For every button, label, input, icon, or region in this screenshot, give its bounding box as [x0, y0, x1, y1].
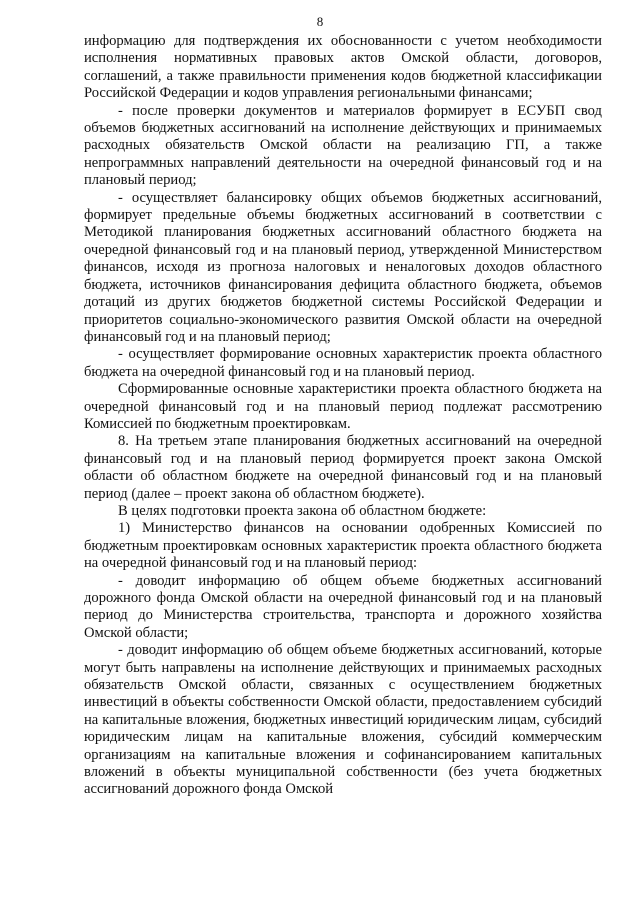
paragraph-third-stage: 8. На третьем этапе планирования бюджетных ассигнований на очередной финансовый год и на плановый период формируется проект закона Омской области об областном бюджете на очередной финансовый год и на плановый период (далее – проект закона об областном бюджете).: [84, 433, 602, 502]
paragraph-continuation: информацию для подтверждения их обоснованности с учетом необходимости исполнения нормативных правовых актов Омской области, договоров, соглашений, а также правильности применения кодов бюджетной классификации Российской Федерации и кодов управления региональными финансами;: [84, 33, 602, 102]
paragraph-balancing: - осуществляет балансировку общих объемов бюджетных ассигнований, формирует предельные объемы бюджетных ассигнований в соответствии с Методикой планирования бюджетных ассигнований областного бюджета на очередной финансовый год и на плановый период, утвержденной Министерством финансов, исходя из прогноза налоговых и неналоговых доходов областного бюджета, источников финансирования дефицита областного бюджета, объемов дотаций из других бюджетов бюджетной системы Российской Федерации и приоритетов социально-экономического развития Омской области на очередной финансовый год и на плановый период;: [84, 189, 602, 345]
paragraph-ministry-finance: 1) Министерство финансов на основании одобренных Комиссией по бюджетным проектировкам основных характеристик проекта областного бюджета на очередной финансовый год и на плановый период:: [84, 520, 602, 572]
document-body: [84, 33, 602, 799]
paragraph-capital-investments: - доводит информацию об общем объеме бюджетных ассигнований, которые могут быть направлены на исполнение действующих и принимаемых расходных обязательств Омской области, связанных с осуществлением бюджетных инвестиций в объекты собственности Омской области, предоставлением субсидий на капитальные вложения, бюджетных инвестиций юридическим лицам, субсидий юридическим лицам на капитальные вложения, субсидий коммерческим организациям на капитальные вложения и софинансированием капитальных вложений в объекты муниципальной собственности (без учета бюджетных ассигнований дорожного фонда Омской: [84, 642, 602, 798]
paragraph-preparation-intro: В целях подготовки проекта закона об областном бюджете:: [118, 502, 487, 519]
page-number: 8: [316, 14, 324, 29]
paragraph-commission-review: Сформированные основные характеристики проекта областного бюджета на очередной финансовый год и на плановый период подлежат рассмотрению Комиссией по бюджетным проектировкам.: [84, 381, 602, 432]
paragraph-main-characteristics: - осуществляет формирование основных характеристик проекта областного бюджета на очередной финансовый год и на плановый период.: [84, 346, 602, 380]
paragraph-esubp-summary: - после проверки документов и материалов формирует в ЕСУБП свод объемов бюджетных ассигнований на исполнение действующих и принимаемых расходных обязательств Омской области на реализацию ГП, а также непрограммных направлений деятельности на очередной финансовый год и на плановый период;: [84, 102, 602, 189]
paragraph-road-fund: - доводит информацию об общем объеме бюджетных ассигнований дорожного фонда Омской области на очередной финансовый год и на плановый период до Министерства строительства, транспорта и дорожного хозяйства Омской области;: [84, 572, 602, 641]
